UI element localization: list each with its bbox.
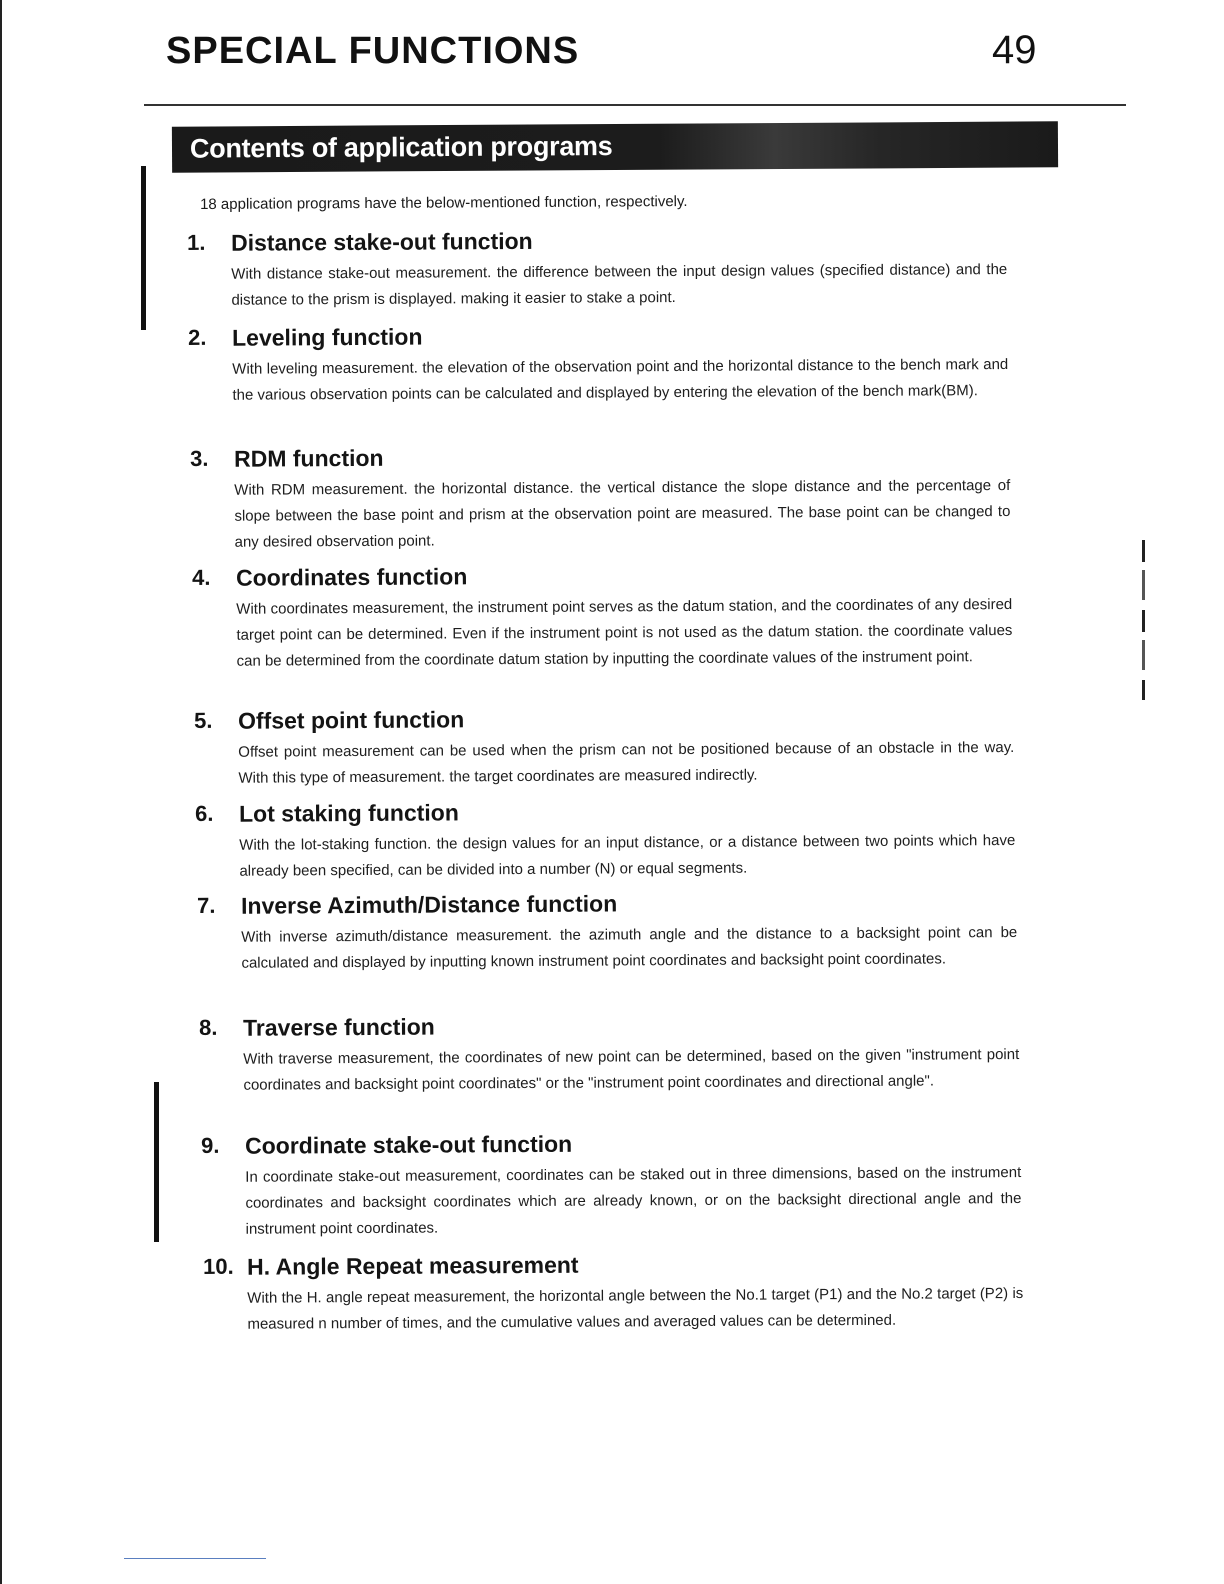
section-title: Coordinate stake-out function [244,1130,573,1159]
section-number: 6. [195,800,214,826]
section-item [197,888,1017,977]
section-number: 3. [190,445,209,471]
section-title: Leveling function [231,323,423,351]
section-number: 1. [187,229,206,255]
banner-title: Contents of application programs [189,131,613,164]
section-number: 9. [201,1132,220,1158]
section-item [201,1128,1022,1243]
section-item [199,1010,1019,1099]
section-number: 10. [203,1253,234,1279]
section-body: With RDM measurement. the horizontal distance. the vertical distance the slope distance and the percentage of slope between the base point and prism at the observation point are measured. The base point can be changed to any desired observation point. [234,476,1011,551]
section-title: Distance stake-out function [230,227,533,256]
section-number: 8. [199,1014,218,1040]
section-body: With coordinates measurement, the instrument point serves as the datum station, and the coordinates of any desired target point can be determined. Even if the instrument point is not used as the datum station. the coordinate values can be determined from the coordinate datum station by inputting the coordinate values of the instrument point. [236,595,1013,670]
section-title: Inverse Azimuth/Distance function [240,890,618,919]
section-title: Traverse function [242,1013,435,1041]
scan-margin-mark [1142,540,1145,700]
section-body: With traverse measurement, the coordinates of new point can be determined, based on the given "instrument point coordinates and backsight point coordinates" or the "instrument point coordinates and directional angle". [243,1045,1020,1094]
revision-bar-top [141,166,146,330]
section-item [203,1249,1023,1338]
section-number: 2. [188,324,207,350]
section-body: With the lot-staking function. the design values for an input distance, or a distance between two points which have already been specified, can be divided into a number (N) or equal segments. [239,831,1016,880]
footer-rule [124,1558,266,1559]
section-body: With distance stake-out measurement. the difference between the input design values (specified distance) and the distance to the prism is displayed. making it easier to stake a point. [231,260,1008,309]
section-number: 5. [194,707,213,733]
section-title: Offset point function [237,706,465,734]
section-banner [172,121,1058,172]
section-title: H. Angle Repeat measurement [246,1251,579,1280]
section-body: Offset point measurement can be used when the prism can not be positioned because of an obstacle in the way. With this type of measurement. the target coordinates are measured indirectly. [238,738,1015,787]
section-body: With leveling measurement. the elevation of the observation point and the horizontal distance to the bench mark and the various observation points can be calculated and displayed by entering the elevation of the bench mark(BM). [232,355,1009,404]
section-body: With inverse azimuth/distance measurement. the azimuth angle and the distance to a backsight point can be calculated and displayed by inputting known instrument point coordinates and backsight point coordinates. [241,923,1018,972]
header-rule [144,104,1126,106]
section-body: With the H. angle repeat measurement, the horizontal angle between the No.1 target (P1) and the No.2 target (P2) is measured n number of times, and the cumulative values and averaged values can be determined. [247,1284,1024,1333]
section-item [192,560,1013,675]
section-item [194,703,1014,792]
section-title: Lot staking function [238,799,459,827]
section-number: 4. [192,564,211,590]
section-item [188,320,1008,409]
intro-text: 18 application programs have the below-mentioned function, respectively. [200,193,688,213]
section-title: Coordinates function [235,563,468,591]
section-item [195,796,1015,885]
section-body: In coordinate stake-out measurement, coordinates can be staked out in three dimensions, based on the instrument coordinates and backsight coordinates which are already known, or on the backsight directional angle and the instrument point coordinates. [245,1163,1022,1238]
page-edge-line [0,0,2,1584]
section-item [190,441,1011,556]
page-title: SPECIAL FUNCTIONS [166,30,580,72]
revision-bar-bottom [154,1082,159,1242]
section-title: RDM function [233,444,384,472]
section-number: 7. [197,892,216,918]
section-item [187,225,1007,314]
page-number: 49 [992,28,1037,72]
